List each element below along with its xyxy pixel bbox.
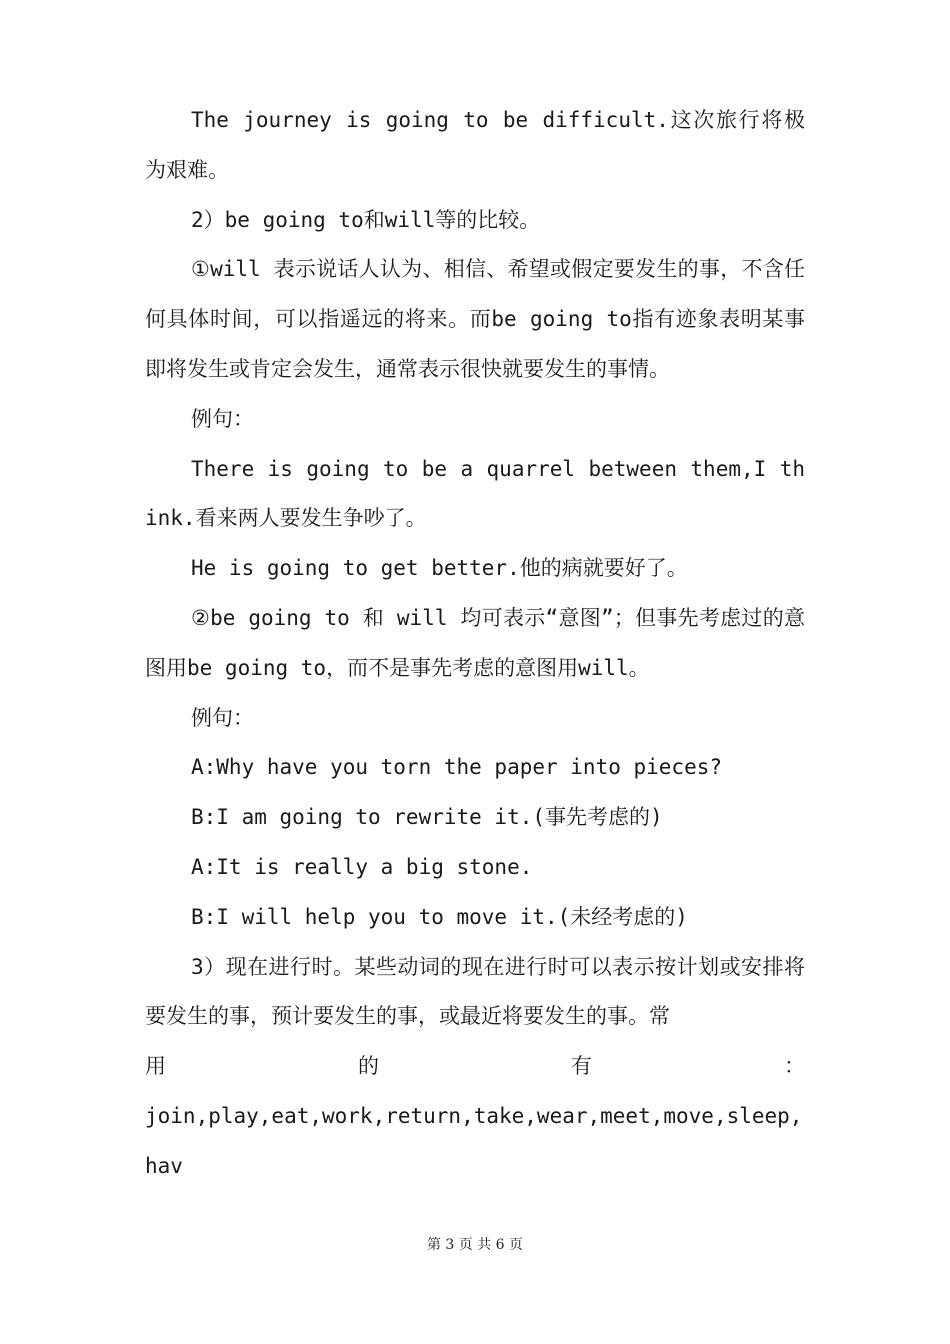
page-number-footer: 第 3 页 共 6 页 — [426, 1237, 524, 1253]
paragraph-comparison-heading: 2）be going to和will等的比较。 — [191, 207, 541, 232]
spread-word: 用 — [145, 1054, 166, 1079]
paragraph-present-progressive: 3）现在进行时。某些动词的现在进行时可以表示按计划或安排将要发生的事，预计要发生的事，或最近将要发生的事。常 — [145, 954, 805, 1029]
paragraph-example-label-2: 例句： — [191, 705, 254, 730]
verb-list-line: join,play,eat,work,return,take,wear,meet,move,sleep,hav — [145, 1103, 803, 1178]
paragraph-example-better: He is going to get better.他的病就要好了。 — [191, 556, 688, 581]
paragraph-journey: The journey is going to be difficult.这次旅行将极为艰难。 — [145, 108, 805, 182]
paragraph-example-quarrel: There is going to be a quarrel between them,I think.看来两人要发生争吵了。 — [145, 456, 805, 531]
paragraph-dialogue-a1: A:Why have you torn the paper into pieces? — [191, 755, 723, 780]
spread-line — [145, 1042, 805, 1092]
paragraph-will-meaning: ①will 表示说话人认为、相信、希望或假定要发生的事，不含任何具体时间，可以指遥远的将来。而be going to指有迹象表明某事即将发生或肯定会发生，通常表示很快就要发生的事情。 — [145, 257, 805, 381]
paragraph-dialogue-b2: B:I will help you to move it.(未经考虑的) — [191, 904, 688, 929]
spread-word: 有 — [571, 1054, 592, 1079]
paragraph-intention: ②be going to 和 will 均可表示“意图”；但事先考虑过的意图用be going to，而不是事先考虑的意图用will。 — [145, 605, 805, 680]
spread-word: 的 — [358, 1054, 379, 1079]
spread-word: ： — [784, 1054, 805, 1079]
paragraph-example-label: 例句： — [191, 406, 254, 431]
paragraph-dialogue-b1: B:I am going to rewrite it.(事先考虑的) — [191, 805, 663, 830]
paragraph-dialogue-a2: A:It is really a big stone. — [191, 854, 533, 879]
document-body — [145, 96, 805, 1192]
